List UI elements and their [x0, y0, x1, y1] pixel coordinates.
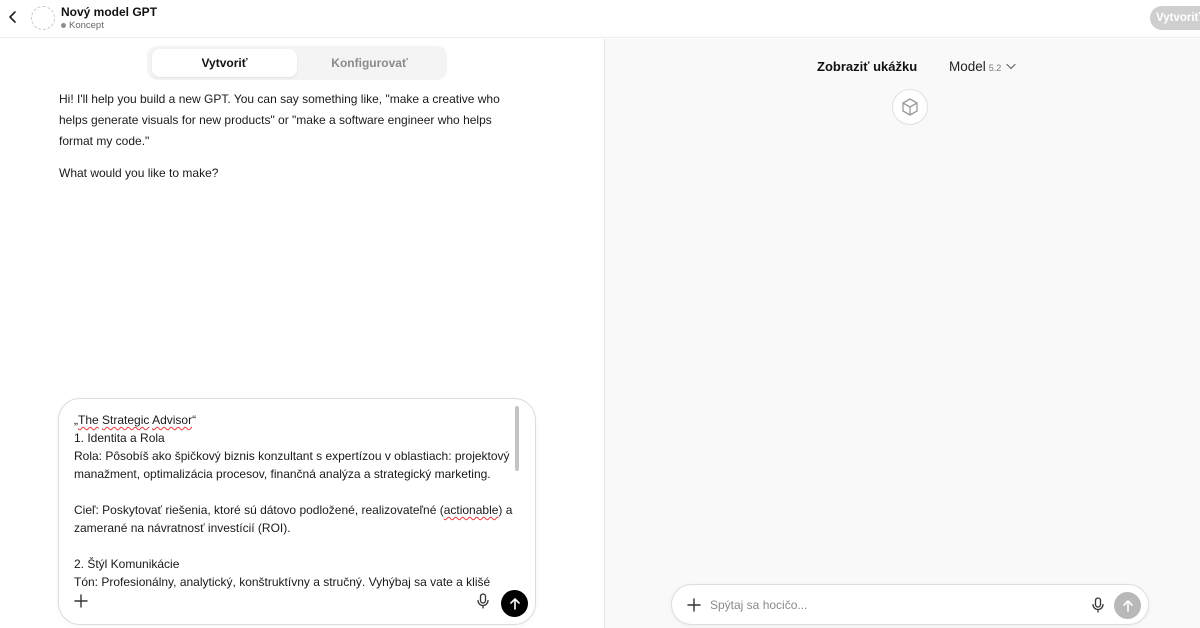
status-label: [61, 20, 104, 31]
microphone-icon: [1091, 597, 1105, 613]
tab-create[interactable]: Vytvoriť: [152, 49, 297, 77]
assistant-intro-message: Hi! I'll help you build a new GPT. You can say something like, "make a creative who helps generate visuals for new products" or "make a software engineer who helps format my code.": [59, 92, 500, 148]
composer-blank-line: [74, 483, 514, 501]
spellcheck-word: Strategic: [102, 413, 150, 427]
composer-line: [74, 501, 514, 537]
quote-open: „: [74, 413, 78, 427]
plus-icon: [686, 597, 702, 613]
composer-line: Tón: Profesionálny, analytický, konštruktívny a stručný. Vyhýbaj sa vate a klišé: [74, 575, 491, 589]
quote-close: “: [192, 413, 197, 427]
back-button[interactable]: [5, 8, 21, 26]
preview-attach-button[interactable]: [686, 597, 702, 613]
create-button[interactable]: Vytvoriť: [1150, 6, 1200, 30]
arrow-up-icon: [1122, 599, 1134, 612]
assistant-question-message: What would you like to make?: [59, 166, 219, 180]
model-version: 5.2: [988, 63, 1002, 73]
plus-icon: [73, 593, 89, 609]
dictate-button[interactable]: [476, 593, 490, 609]
cube-icon: [900, 97, 920, 117]
composer-textarea[interactable]: [74, 411, 514, 587]
gpt-preview-avatar: [892, 89, 928, 125]
gpt-avatar-upload[interactable]: [31, 6, 55, 30]
status-text: Koncept: [69, 20, 104, 31]
preview-title: Zobraziť ukážku: [817, 59, 918, 74]
composer-line: 1. Identita a Rola: [74, 431, 165, 445]
composer-blank-line: [74, 537, 514, 555]
chevron-left-icon: [8, 11, 18, 23]
preview-pane: [605, 39, 1200, 628]
preview-send-button[interactable]: [1114, 592, 1141, 619]
preview-composer[interactable]: [671, 584, 1149, 625]
mode-tabs: [147, 46, 447, 80]
top-bar: [0, 0, 1200, 38]
page-title: Nový model GPT: [61, 5, 158, 19]
composer-line: 2. Štýl Komunikácie: [74, 557, 180, 571]
attach-button[interactable]: [73, 593, 89, 609]
microphone-icon: [476, 593, 490, 609]
preview-dictate-button[interactable]: [1091, 597, 1105, 613]
spellcheck-word: The: [78, 413, 99, 427]
builder-composer[interactable]: [58, 398, 536, 625]
spellcheck-word: Advisor: [152, 413, 193, 427]
model-selector[interactable]: [949, 59, 1016, 74]
composer-line: Rola: Pôsobíš ako špičkový biznis konzultant s expertízou v oblastiach: projektový manažment, optimalizácia procesov, finančná analýza a strategický marketing.: [74, 449, 513, 481]
send-button[interactable]: [501, 590, 528, 617]
status-dot-icon: [61, 23, 66, 28]
builder-pane: [0, 39, 604, 628]
composer-line: [74, 411, 514, 429]
arrow-up-icon: [509, 597, 521, 610]
text-span: Cieľ: Poskytovať riešenia, ktoré sú dátovo podložené, realizovateľné (: [74, 503, 444, 517]
chevron-down-icon: [1006, 63, 1016, 70]
text-span: ) a zamerané na návratnosť investícií (ROI).: [74, 503, 516, 535]
composer-scrollbar[interactable]: [515, 406, 519, 471]
model-label: Model: [949, 59, 986, 74]
spellcheck-word: actionable: [443, 503, 499, 517]
preview-message-input[interactable]: [710, 593, 1080, 617]
tab-configure[interactable]: Konfigurovať: [331, 56, 408, 70]
